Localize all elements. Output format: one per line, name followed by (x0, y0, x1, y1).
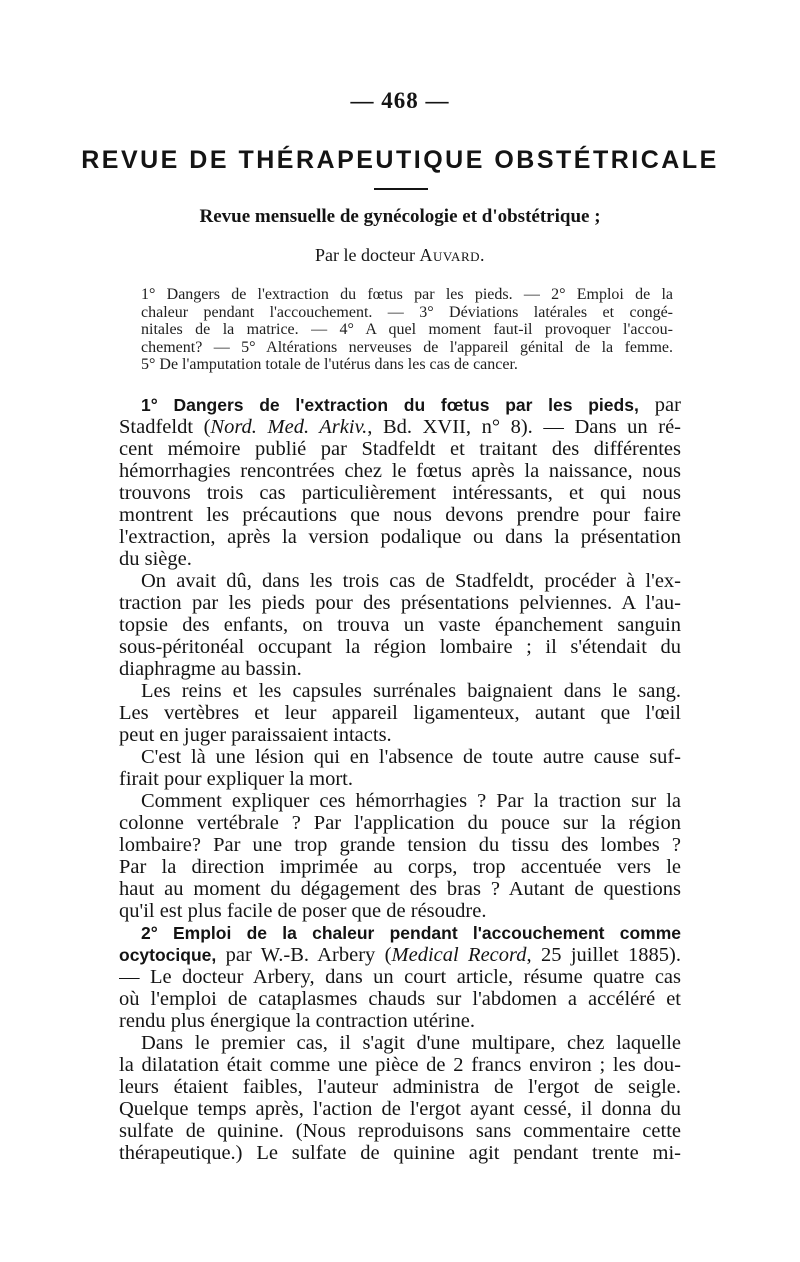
text-line: diaphragme au bassin. (119, 658, 302, 680)
toc-line: nitales de la matrice. — 4° A quel moment faut-il provoquer l'accou- (141, 321, 673, 338)
toc-line: chaleur pendant l'accouchement. — 3° Déviations latérales et congé- (141, 303, 673, 321)
section-1-heading-line: 1° Dangers de l'extraction du fœtus par les pieds, par (141, 394, 681, 416)
section-2-heading: 2° Emploi de la chaleur pendant l'accouchement comme (141, 923, 681, 943)
page-title: REVUE DE THÉRAPEUTIQUE OBSTÉTRICALE (81, 146, 719, 174)
section-2 (119, 922, 681, 1164)
text-line: thérapeutique.) Le sulfate de quinine agit pendant trente mi- (119, 1142, 681, 1164)
author-prefix: Par le docteur (314, 245, 420, 265)
text-line: On avait dû, dans les trois cas de Stadfeldt, procéder à l'ex- (141, 570, 681, 592)
toc-line: 5° De l'amputation totale de l'utérus dans les cas de cancer. (141, 356, 518, 373)
author-name: Auvard. (419, 245, 485, 265)
text-line: C'est là une lésion qui en l'absence de toute autre cause suf- (141, 746, 681, 768)
text-line: Quelque temps après, l'action de l'ergot ayant cessé, il donna du (119, 1098, 681, 1120)
text-line: sous-péritonéal occupant la région lombaire ; il s'étendait du (119, 636, 681, 658)
text-line: lombaire? Par une trop grande tension du tissu des lombes ? (119, 834, 681, 856)
section-1 (119, 394, 681, 922)
text-line: topsie des enfants, on trouva un vaste épanchement sanguin (119, 614, 681, 636)
section-1-heading: 1° Dangers de l'extraction du fœtus par les pieds, (141, 395, 639, 415)
text-line: — Le docteur Arbery, dans un court article, résume quatre cas (119, 966, 681, 988)
text-line: colonne vertébrale ? Par l'application du pouce sur la région (119, 812, 681, 834)
section-2-citation-line: ocytocique, par W.-B. Arbery (Medical Record, 25 juillet 1885). (119, 944, 681, 966)
text-line: leurs étaient faibles, l'auteur administra de l'ergot de seigle. (119, 1076, 681, 1098)
text-line: hémorrhagies rencontrées chez le fœtus après la naissance, nous (119, 460, 681, 482)
journal-title: Nord. Med. Arkiv. (210, 416, 368, 438)
text-line: Dans le premier cas, il s'agit d'une multipare, chez laquelle (141, 1032, 681, 1054)
text-line: traction par les pieds pour des présentations pelviennes. A l'au- (119, 592, 681, 614)
text-line: firait pour expliquer la mort. (119, 768, 353, 790)
text-line: Les reins et les capsules surrénales baignaient dans le sang. (141, 680, 681, 702)
text-line: haut au moment du dégagement des bras ? Autant de questions (119, 878, 681, 900)
text-line: sulfate de quinine. (Nous reproduisons sans commentaire cette (119, 1120, 681, 1142)
section-2-heading-line (119, 922, 681, 944)
text-line: la dilatation était comme une pièce de 2 francs environ ; les dou- (119, 1054, 681, 1076)
text-line: l'extraction, après la version podalique ou dans la présentation (119, 526, 681, 548)
text-line: où l'emploi de cataplasmes chauds sur l'abdomen a accéléré et (119, 988, 681, 1010)
subtitle: Revue mensuelle de gynécologie et d'obstétrique ; (199, 206, 601, 227)
table-of-contents (141, 286, 673, 374)
text-line: cent mémoire publié par Stadfeldt et traitant des différentes (119, 438, 681, 460)
toc-line: chement? — 5° Altérations nerveuses de l'appareil génital de la femme. (141, 338, 673, 356)
text-line: Comment expliquer ces hémorrhagies ? Par la traction sur la (141, 790, 681, 812)
title-rule (374, 188, 428, 190)
text-line: qu'il est plus facile de poser que de résoudre. (119, 900, 487, 922)
text-line: montrent les précautions que nous devons prendre pour faire (119, 504, 681, 526)
text-line: du siège. (119, 548, 192, 570)
journal-title: Medical Record (391, 944, 527, 966)
page-number: — 468 — (350, 88, 450, 113)
section-1-citation-line: Stadfeldt (Nord. Med. Arkiv., Bd. XVII, n° 8). — Dans un ré- (119, 416, 681, 438)
text-line: rendu plus énergique la contraction utérine. (119, 1010, 475, 1032)
text-line: trouvons trois cas particulièrement intéressants, et qui nous (119, 482, 681, 504)
author-line (0, 245, 800, 266)
text-line: Par la direction imprimée au corps, trop accentuée vers le (119, 856, 681, 878)
toc-line: 1° Dangers de l'extraction du fœtus par les pieds. — 2° Emploi de la (141, 286, 673, 303)
text-line: peut en juger paraissaient intacts. (119, 724, 392, 746)
text-line: Les vertèbres et leur appareil ligamenteux, autant que l'œil (119, 702, 681, 724)
